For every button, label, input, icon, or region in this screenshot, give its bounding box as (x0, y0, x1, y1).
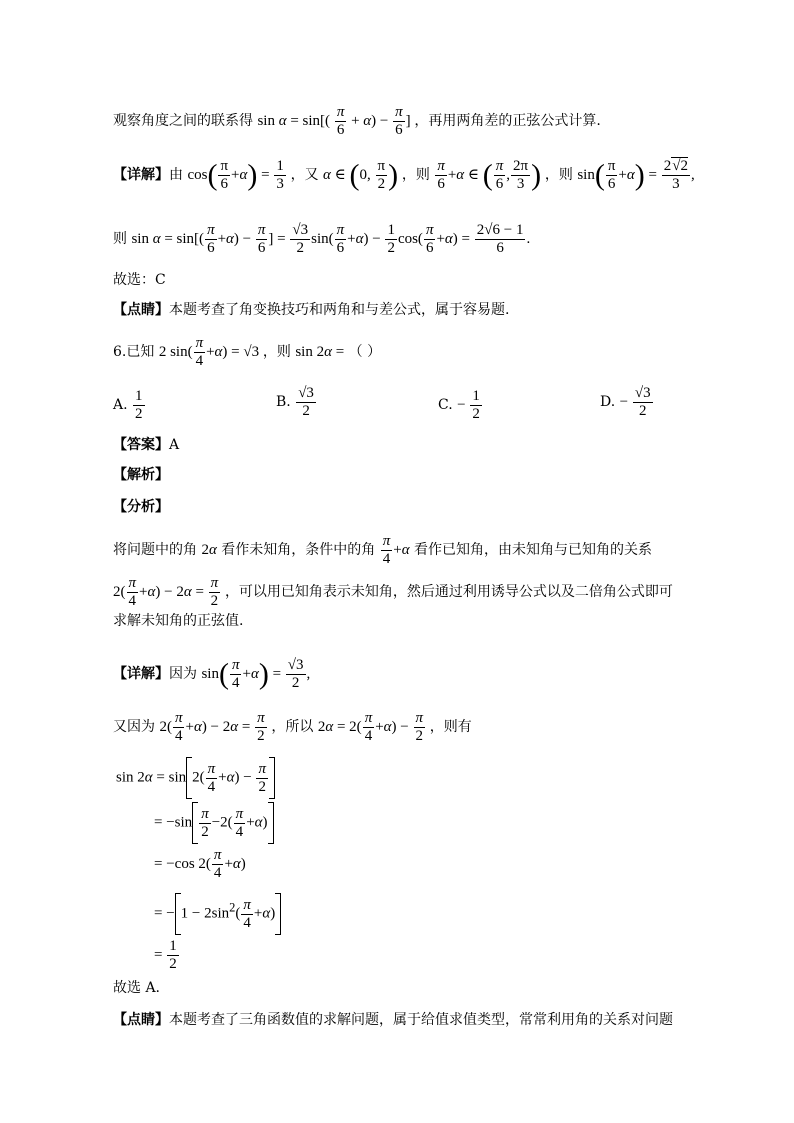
formula-pi4-alpha: $\frac{\pi}{4}$ +α (382, 533, 410, 567)
option-value: − $\frac{√3}{2}$ (619, 385, 651, 419)
text: ，再用两角差的正弦公式计算. (414, 112, 601, 129)
formula-sin-alpha: sin α = sin[( $\frac{\pi}{6}$ + α) − $\frac{\pi}{6}$ ] (257, 104, 415, 138)
question-6 (113, 335, 381, 370)
text: （ ） (348, 343, 382, 360)
option-label: A. (113, 396, 128, 413)
line-detail-1 (113, 158, 695, 193)
answer-c-line: 故选：C (113, 272, 166, 288)
detail-label: 【详解】 (113, 166, 169, 183)
text: 本题考查了角变换技巧和两角和与差公式，属于容易题. (169, 302, 510, 318)
fenxi-line-3: 求解未知角的正弦值. (113, 613, 244, 629)
dianjing-1 (113, 300, 509, 320)
detail-label: 【详解】 (113, 665, 169, 682)
dianjing-label: 【点睛】 (113, 302, 169, 318)
text: 看作未知角，条件中的角 (221, 541, 376, 558)
formula-cos-given: cos( $\frac{\pi}{6}$ +α) = $\frac{1}{3}$ (187, 158, 284, 192)
text: 6.已知 (113, 343, 155, 360)
option-value: $\frac{1}{2}$ (135, 388, 143, 422)
derivation-step-5: = $\frac{1}{2}$ (154, 938, 177, 972)
option-value: − $\frac{1}{2}$ (457, 388, 480, 422)
jiexi-label: 【解析】 (113, 467, 169, 483)
option-label: D. (600, 393, 616, 410)
option-label: C. (438, 396, 453, 413)
line-youyinwei (113, 710, 472, 745)
fenxi-label: 【分析】 (113, 499, 169, 515)
text: ，又 (290, 166, 319, 183)
formula-alpha-range: α ∈ (0, $\frac{\pi}{2}$ ) (323, 158, 399, 192)
option-label: B. (276, 393, 291, 410)
formula-2alpha: 2α (201, 541, 217, 558)
text: 本题考查了三角函数值的求解问题，属于给值求值类型，常常利用角的关系对问题 (169, 1012, 673, 1028)
formula-result: sin α = sin[( $\frac{\pi}{6}$ +α) − $\frac{\pi}{6}$ ] = $\frac{√3}{2}$ sin( $\frac{\pi}{6}$ +α) − $\frac{1}{2}$ cos( $\frac{\pi}{6}$ +α) = $\frac{2√6 - 1}{6}$ . (131, 222, 531, 256)
text: 因为 (169, 665, 197, 682)
text: 由 (169, 166, 183, 183)
dianjing-label: 【点睛】 (113, 1012, 169, 1028)
option-b[interactable] (276, 385, 317, 420)
option-a[interactable] (113, 388, 146, 423)
dianjing-2 (113, 1010, 673, 1030)
line-observe (113, 104, 601, 139)
derivation-step-4: = − $1 - 2\sin^2$( $\frac{\pi}{4}$ +α) (154, 893, 281, 935)
formula-2alpha-expr: 2α = 2( $\frac{\pi}{4}$ +α) − $\frac{\pi}{2}$ (317, 710, 424, 744)
formula-sin2a: sin 2α = (295, 343, 345, 360)
formula-relation: 2( $\frac{\pi}{4}$ +α) − 2α = $\frac{\pi}{2}$ (113, 575, 219, 609)
text: 观察角度之间的联系得 (113, 112, 253, 129)
formula-relation-2: 2( $\frac{\pi}{4}$ +α) − 2α = $\frac{\pi}{2}$ (159, 710, 265, 744)
text: 则 (113, 230, 127, 247)
text: ，则 (544, 166, 573, 183)
text: 又因为 (113, 718, 155, 735)
line-then (113, 222, 530, 257)
derivation-step-1: sin 2α = sin 2( $\frac{\pi}{4}$ +α) − $\frac{\pi}{2}$ (116, 757, 275, 799)
text: ，所以 (271, 718, 314, 735)
fenxi-line-1 (113, 533, 652, 568)
formula-sin-value: sin( $\frac{\pi}{6}$ +α) = $\frac{2√2}{3}$ , (577, 158, 695, 192)
answer-label: 【答案】 (113, 437, 169, 453)
fenxi-line-2 (113, 575, 673, 610)
option-value: $\frac{√3}{2}$ (298, 385, 314, 419)
line-detail-2 (113, 657, 310, 692)
option-d[interactable] (600, 385, 654, 420)
text: ，则 (262, 343, 291, 360)
text: 看作已知角，由未知角与已知角的关系 (414, 541, 653, 558)
derivation-step-3: = −cos 2( $\frac{\pi}{4}$ +α) (154, 847, 246, 881)
answer-a-line: 故选 A. (113, 980, 161, 996)
formula-given: sin( $\frac{\pi}{4}$ +α) = $\frac{√3}{2}$ , (201, 657, 311, 691)
derivation-step-2: = −sin $\frac{\pi}{2}$ −2( $\frac{\pi}{4}$ +α) (154, 802, 274, 844)
answer-line (113, 435, 179, 455)
text: ，则有 (429, 718, 472, 735)
option-c[interactable] (438, 388, 483, 423)
text: ，可以用已知角表示未知角，然后通过利用诱导公式以及二倍角公式即可 (224, 583, 673, 600)
answer-value: A (169, 437, 180, 453)
formula-q6: 2 sin( $\frac{\pi}{4}$ +α) = √3 (158, 335, 263, 369)
text: ，则 (401, 166, 430, 183)
text: 将问题中的角 (113, 541, 197, 558)
formula-range: $\frac{\pi}{6}$ +α ∈ ( $\frac{\pi}{6}$ , $\frac{2\pi}{3}$ ) (437, 158, 542, 192)
